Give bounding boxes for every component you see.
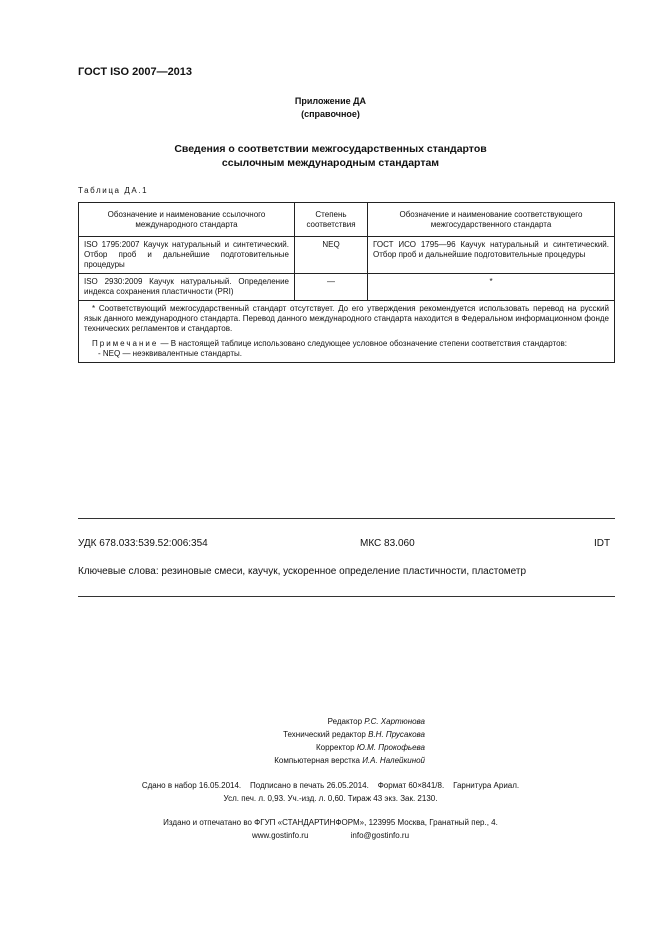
credit-role: Технический редактор xyxy=(283,730,366,739)
table-caption: Таблица ДА.1 xyxy=(78,186,149,195)
document-code: ГОСТ ISO 2007—2013 xyxy=(78,66,193,78)
credit-name: Р.С. Хартюнова xyxy=(364,717,425,726)
divider-bottom xyxy=(78,596,615,597)
credit-line xyxy=(205,741,425,754)
credit-name: Ю.М. Прокофьева xyxy=(356,743,425,752)
typeset-date: Сдано в набор 16.05.2014. xyxy=(141,781,242,790)
credit-name: И.А. Налейкиной xyxy=(362,756,425,765)
publisher-contacts xyxy=(0,830,661,842)
cell-interstate: * xyxy=(368,274,615,301)
section-title-line-1: Сведения о соответствии межгосударственных стандартов xyxy=(174,143,487,155)
paper-format: Формат 60×84 xyxy=(377,781,431,790)
credits xyxy=(205,715,425,767)
publication-line-2: Усл. печ. л. 0,93. Уч.-изд. л. 0,60. Тираж 43 экз. Зак. 2130. xyxy=(223,794,438,803)
table-notes xyxy=(79,301,615,363)
table-notes-row xyxy=(79,301,615,363)
publisher-address: Издано и отпечатано во ФГУП «СТАНДАРТИНФОРМ», 123995 Москва, Гранатный пер., 4. xyxy=(163,818,498,827)
note xyxy=(84,339,609,349)
note-item: - NEQ — неэквивалентные стандарты. xyxy=(98,349,242,358)
website-link[interactable]: www.gostinfo.ru xyxy=(251,831,309,840)
note-label: Примечание xyxy=(92,339,159,348)
column-header-degree: Степень соответствия xyxy=(295,203,368,237)
credit-role: Корректор xyxy=(316,743,355,752)
cell-reference: ISO 1795:2007 Каучук натуральный и синтетический. Отбор проб и дальнейшие подготовительные процедуры xyxy=(79,237,295,274)
typeface: Гарнитура Ариал. xyxy=(453,781,520,790)
credit-line xyxy=(205,715,425,728)
mks-code: МКС 83.060 xyxy=(360,538,415,549)
credit-line xyxy=(205,728,425,741)
section-title xyxy=(0,142,661,170)
note-text: — В настоящей таблице использовано следующее условное обозначение степени соответствия стандартов: xyxy=(160,339,567,348)
divider-top xyxy=(78,518,615,519)
email-link[interactable]: info@gostinfo.ru xyxy=(350,831,410,840)
cell-interstate: ГОСТ ИСО 1795—96 Каучук натуральный и синтетический. Отбор проб и дальнейшие подготовительные процедуры xyxy=(368,237,615,274)
column-header-interstate: Обозначение и наименование соответствующего межгосударственного стандарта xyxy=(368,203,615,237)
credit-role: Редактор xyxy=(327,717,363,726)
idt-label: IDT xyxy=(594,538,611,549)
table-row xyxy=(79,274,615,301)
credit-name: В.Н. Прусакова xyxy=(368,730,425,739)
appendix-subtitle: (справочное) xyxy=(301,109,360,119)
footnote: * Соответствующий межгосударственный стандарт отсутствует. До его утверждения рекомендуется использовать перевод на русский язык данного международного стандарта. Перевод данного международного стандарта находится в Федеральном информационном фонде технических регламентов и стандартов. xyxy=(84,304,609,333)
credit-role: Компьютерная верстка xyxy=(274,756,360,765)
column-header-reference: Обозначение и наименование ссылочного международного стандарта xyxy=(79,203,295,237)
appendix-title: Приложение ДА xyxy=(294,96,367,106)
keywords: Ключевые слова: резиновые смеси, каучук, ускоренное определение пластичности, пластометр xyxy=(78,566,527,577)
section-title-line-2: ссылочным международным стандартам xyxy=(221,157,440,169)
publication-line-1: Сдано в набор 16.05.2014. Подписано в печать 26.05.2014. Формат 60×841/8. Гарнитура Ариал. xyxy=(141,781,520,790)
cell-reference: ISO 2930:2009 Каучук натуральный. Определение индекса сохранения пластичности (PRI) xyxy=(79,274,295,301)
cell-degree: NEQ xyxy=(295,237,368,274)
correspondence-table xyxy=(78,202,615,363)
udk-code: УДК 678.033:539.52:006:354 xyxy=(78,538,208,549)
credit-line xyxy=(205,754,425,767)
cell-degree: — xyxy=(295,274,368,301)
table-row xyxy=(79,237,615,274)
table-header-row xyxy=(79,203,615,237)
appendix-heading xyxy=(0,95,661,121)
print-date: Подписано в печать 26.05.2014. xyxy=(250,781,369,790)
paper-format-fraction: 1/8 xyxy=(430,781,442,790)
